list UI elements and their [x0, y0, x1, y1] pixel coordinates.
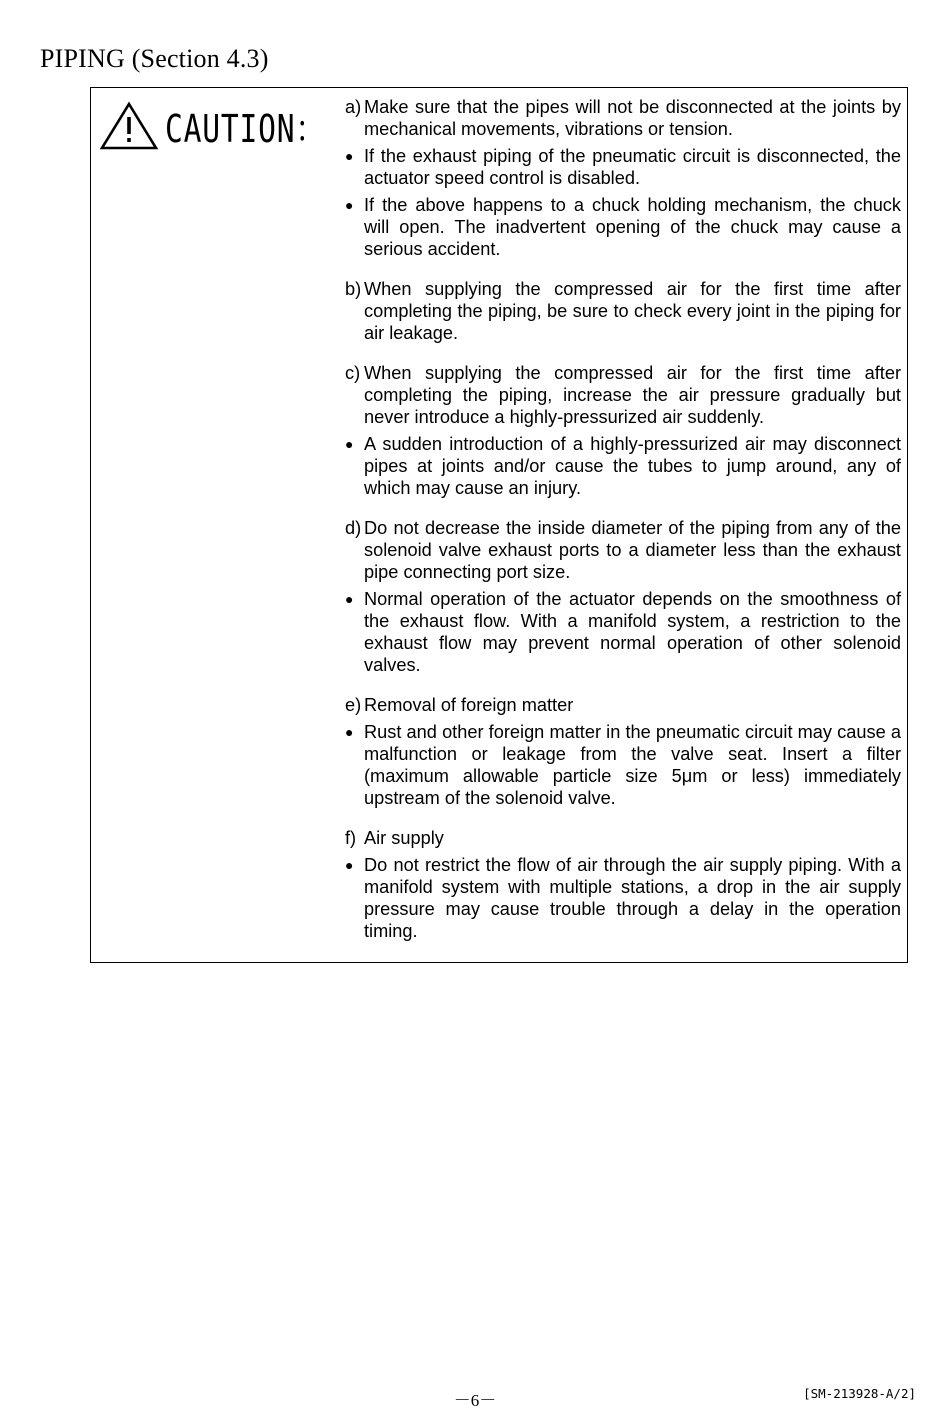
caution-item [345, 827, 901, 942]
bullet-note [345, 145, 901, 189]
caution-label [99, 98, 371, 153]
caution-item-text [345, 278, 901, 344]
bullet-icon: ● [345, 148, 354, 164]
caution-item [345, 517, 901, 676]
caution-item-text [345, 827, 901, 849]
caution-item [345, 694, 901, 809]
bullet-note [345, 433, 901, 499]
item-label: a) [345, 97, 362, 117]
bullet-icon: ● [345, 591, 354, 607]
caution-item [345, 278, 901, 344]
bullet-icon: ● [345, 857, 354, 873]
item-text: Do not decrease the inside diameter of the piping from any of the solenoid valve exhaust ports to a diameter less than the exhaust pipe connecting port size. [364, 518, 901, 582]
item-label: f) [345, 828, 357, 848]
item-label: d) [345, 518, 362, 538]
bullet-note-text: Do not restrict the flow of air through the air supply piping. With a manifold system with multiple stations, a drop in the air supply pressure may cause trouble through a delay in the operation timing. [364, 855, 901, 941]
item-text: Make sure that the pipes will not be disconnected at the joints by mechanical movements, vibrations or tension. [364, 97, 901, 139]
item-label: b) [345, 279, 362, 299]
warning-triangle-icon [99, 101, 159, 151]
item-text: When supplying the compressed air for the first time after completing the piping, be sure to check every joint in the piping for air leakage. [364, 279, 901, 343]
page-title: PIPING (Section 4.3) [40, 44, 269, 73]
item-text: When supplying the compressed air for the first time after completing the piping, increase the air pressure gradually but never introduce a highly-pressurized air suddenly. [364, 363, 901, 427]
item-text: Removal of foreign matter [364, 695, 574, 715]
item-label: c) [345, 363, 361, 383]
item-text: Air supply [364, 828, 444, 848]
document-code: [SM-213928-A/2] [803, 1386, 916, 1401]
item-label: e) [345, 695, 362, 715]
caution-item [345, 362, 901, 499]
caution-item-text [345, 362, 901, 428]
caution-item-text [345, 694, 901, 716]
page-number: －6－ [453, 1391, 497, 1410]
bullet-note [345, 194, 901, 260]
caution-item-text [345, 517, 901, 583]
caution-box [90, 87, 908, 963]
bullet-note-text: Normal operation of the actuator depends on the smoothness of the exhaust flow. With a manifold system, a restriction to the exhaust flow may prevent normal operation of other solenoid valves. [364, 589, 901, 675]
bullet-note-text: Rust and other foreign matter in the pneumatic circuit may cause a malfunction or leakage from the valve seat. Insert a filter (maximum allowable particle size 5μm or less) immediately upstream of the solenoid valve. [364, 722, 901, 808]
caution-item [345, 96, 901, 260]
caution-item-text [345, 96, 901, 140]
bullet-note-text: If the exhaust piping of the pneumatic circuit is disconnected, the actuator speed control is disabled. [364, 146, 901, 188]
bullet-icon: ● [345, 436, 354, 452]
caution-heading: CAUTION： [165, 107, 326, 151]
bullet-note-text: A sudden introduction of a highly-pressurized air may disconnect pipes at joints and/or cause the tubes to jump around, any of which may cause an injury. [364, 434, 901, 498]
bullet-note [345, 854, 901, 942]
bullet-note-text: If the above happens to a chuck holding mechanism, the chuck will open. The inadvertent opening of the chuck may cause a serious accident. [364, 195, 901, 259]
bullet-icon: ● [345, 197, 354, 213]
bullet-note [345, 721, 901, 809]
bullet-icon: ● [345, 724, 354, 740]
bullet-note [345, 588, 901, 676]
caution-list [345, 96, 901, 960]
